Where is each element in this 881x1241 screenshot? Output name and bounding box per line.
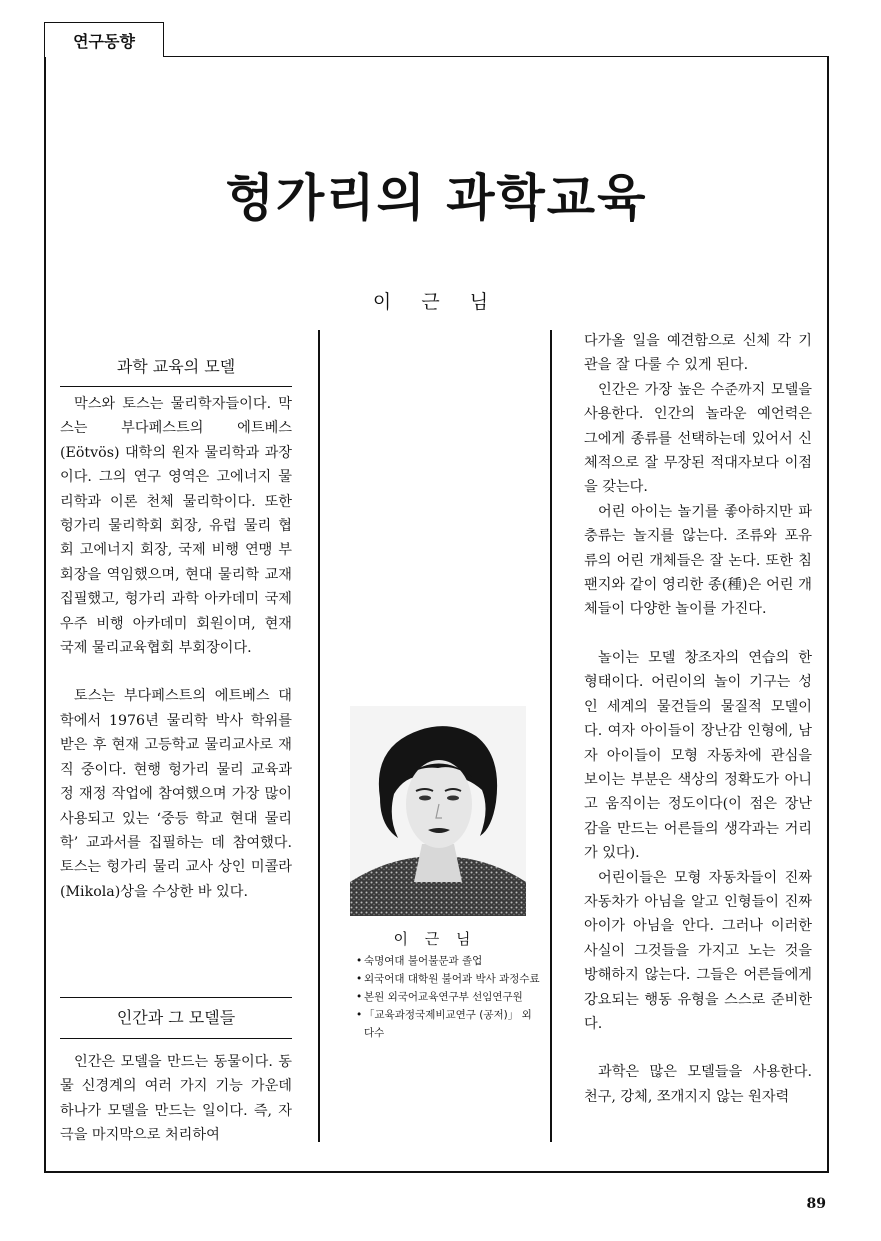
paragraph: 인간은 모델을 만드는 동물이다. 동물 신경계의 여러 가지 기능 가운데 하나가 모델을 만드는 일이다. 즉, 자극을 마지막으로 처리하여 — [60, 1054, 292, 1144]
section-heading-human-models: 인간과 그 모델들 — [60, 997, 292, 1039]
paragraph: 인간은 가장 높은 수준까지 모델을 사용한다. 인간의 놀라운 예언력은 그에게 종류를 선택하는데 있어서 신체적으로 잘 무장된 적대자보다 이점을 갖는다. — [584, 381, 812, 496]
paragraph: 과학은 많은 모델들을 사용한다. 천구, 강체, 쪼개지지 않는 원자력 — [584, 1064, 812, 1105]
section-heading-model: 과학 교육의 모델 — [60, 348, 292, 387]
author-photo — [350, 706, 526, 916]
bio-item: • 숙명여대 불어불문과 졸업 — [356, 952, 540, 970]
paragraph: 어린이들은 모형 자동차들이 진짜 자동차가 아님을 알고 인형들이 진짜 아이가 아님을 안다. 그러나 이러한 사실이 그것들을 가지고 노는 것을 방해하지 않는다. 그들은 어른들에게 강요되는 행동 유형을 스스로 준비한다. — [584, 869, 812, 1032]
paragraph: 막스와 토스는 물리학자들이다. 막스는 부다페스트의 에트베스(Eötvös) 대학의 원자 물리학과 과장이다. 그의 연구 영역은 고에너지 물리학과 이론 천체 물리학이다. 또한 헝가리 물리학회 회장, 유럽 물리 협회 고에너지 회장, 국제 비행 연맹 부회장을 역임했으며, 현대 물리학 교재 집필했고, 헝가리 과학 아카데미 국제 우주 비행 아카데미 회원이며, 현재 국제 물리교육협회 부회장이다. — [60, 396, 292, 657]
paragraph: 놀이는 모델 창조자의 연습의 한 형태이다. 어린이의 놀이 기구는 성인 세계의 물건들의 물질적 모델이다. 여자 아이들이 장난감 인형에, 남자 아이들이 모형 자동차에 관심을 보이는 부분은 색상의 정확도가 아니고 움직이는 정도이다(이 점은 장난감을 만드는 어른들의 생각과는 거리가 있다). — [584, 649, 812, 862]
column-divider — [550, 330, 552, 1142]
section-tab: 연구동향 — [44, 22, 164, 57]
column-divider — [318, 330, 320, 1142]
portrait-image — [350, 706, 526, 916]
bio-item: • 외국어대 대학원 불어과 박사 과정수료 — [356, 970, 540, 988]
paragraph: 다가올 일을 예견함으로 신체 각 기관을 잘 다룰 수 있게 된다. — [584, 333, 812, 374]
page-number: 89 — [806, 1196, 826, 1212]
column-left-continued — [60, 1050, 292, 1148]
column-left — [60, 392, 292, 904]
article-author: 이 근 님 — [372, 291, 501, 313]
bio-item: • 본원 외국어교육연구부 선임연구원 — [356, 988, 540, 1006]
article-title: 헝가리의 과학교육 — [225, 168, 648, 227]
paragraph: 어린 아이는 놀기를 좋아하지만 파충류는 놀지를 않는다. 조류와 포유류의 어린 개체들은 잘 논다. 또한 침팬지와 같이 영리한 종(種)은 어린 개체들이 다양한 놀이를 가진다. — [584, 503, 812, 618]
profile-bio-list — [356, 952, 540, 1042]
column-right — [584, 329, 812, 1109]
bio-item: • 「교육과정국제비교연구 (공저)」 외 다수 — [356, 1006, 540, 1042]
profile-name: 이 근 님 — [393, 930, 477, 948]
paragraph: 토스는 부다페스트의 에트베스 대학에서 1976년 물리학 박사 학위를 받은 후 현재 고등학교 물리교사로 재직 중이다. 현행 헝가리 물리 교육과정 재정 작업에 참여했으며 가장 많이 사용되고 있는 ‘중등 학교 현대 물리학’ 교과서를 집필하는 데 참여했다. 토스는 헝가리 물리 교사 상인 미콜라(Mikola)상을 수상한 바 있다. — [60, 688, 292, 900]
